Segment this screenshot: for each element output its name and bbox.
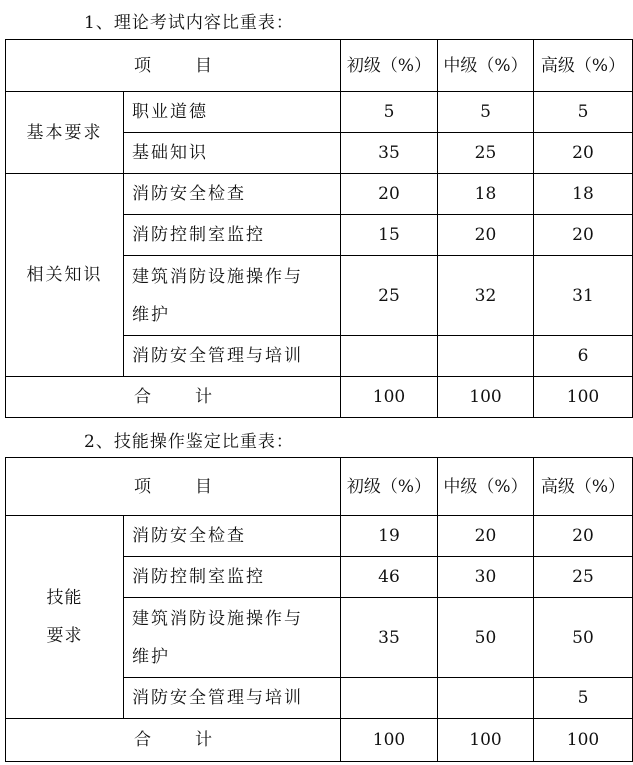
cell-intermediate: 30 bbox=[438, 557, 534, 598]
header-intermediate: 中级（%） bbox=[438, 458, 534, 516]
cell-junior: 35 bbox=[341, 133, 438, 174]
cell-junior bbox=[341, 336, 438, 377]
row-item-line1: 建筑消防设施操作与 bbox=[132, 266, 303, 287]
header-senior: 高级（%） bbox=[534, 40, 633, 92]
cell-senior: 5 bbox=[534, 92, 633, 133]
theory-weight-table bbox=[5, 39, 633, 418]
header-item-char-a: 项 bbox=[134, 476, 151, 497]
table-row bbox=[6, 92, 633, 133]
row-item: 基础知识 bbox=[124, 133, 341, 174]
header-item-char-b: 目 bbox=[195, 55, 212, 76]
cell-senior: 25 bbox=[534, 557, 633, 598]
group-skill-requirements bbox=[6, 516, 124, 719]
row-item: 消防控制室监控 bbox=[124, 557, 341, 598]
cell-junior: 46 bbox=[341, 557, 438, 598]
cell-intermediate: 5 bbox=[438, 92, 534, 133]
header-intermediate: 中级（%） bbox=[438, 40, 534, 92]
cell-junior: 35 bbox=[341, 598, 438, 678]
cell-senior: 18 bbox=[534, 174, 633, 215]
row-item: 消防控制室监控 bbox=[124, 215, 341, 256]
cell-junior: 15 bbox=[341, 215, 438, 256]
cell-intermediate: 20 bbox=[438, 215, 534, 256]
table-row bbox=[6, 174, 633, 215]
cell-senior: 20 bbox=[534, 516, 633, 557]
table-header-row bbox=[6, 458, 633, 516]
total-label-char-a: 合 bbox=[134, 387, 151, 407]
header-item bbox=[6, 40, 341, 92]
row-item-line1: 建筑消防设施操作与 bbox=[132, 608, 303, 629]
row-item-line2: 维护 bbox=[132, 646, 170, 667]
row-item-line2: 维护 bbox=[132, 304, 170, 325]
header-senior: 高级（%） bbox=[534, 458, 633, 516]
total-intermediate: 100 bbox=[438, 377, 534, 418]
row-item: 消防安全检查 bbox=[124, 516, 341, 557]
header-item-char-a: 项 bbox=[134, 55, 151, 76]
row-item: 消防安全检查 bbox=[124, 174, 341, 215]
header-junior: 初级（%） bbox=[341, 40, 438, 92]
row-item: 消防安全管理与培训 bbox=[124, 336, 341, 377]
group-skill-line1: 技能 bbox=[46, 588, 83, 608]
total-junior: 100 bbox=[341, 377, 438, 418]
cell-intermediate: 18 bbox=[438, 174, 534, 215]
group-skill-line2: 要求 bbox=[46, 626, 83, 646]
header-junior: 初级（%） bbox=[341, 458, 438, 516]
cell-junior bbox=[341, 678, 438, 719]
cell-intermediate: 50 bbox=[438, 598, 534, 678]
total-row bbox=[6, 719, 633, 762]
cell-senior: 50 bbox=[534, 598, 633, 678]
cell-intermediate bbox=[438, 678, 534, 719]
total-label-char-a: 合 bbox=[134, 730, 151, 750]
group-related-knowledge: 相关知识 bbox=[6, 174, 124, 377]
cell-senior: 20 bbox=[534, 215, 633, 256]
row-item: 职业道德 bbox=[124, 92, 341, 133]
row-item bbox=[124, 598, 341, 678]
total-row bbox=[6, 377, 633, 418]
cell-senior: 31 bbox=[534, 256, 633, 336]
group-basic-requirements: 基本要求 bbox=[6, 92, 124, 174]
total-intermediate: 100 bbox=[438, 719, 534, 762]
cell-intermediate: 20 bbox=[438, 516, 534, 557]
cell-intermediate bbox=[438, 336, 534, 377]
total-senior: 100 bbox=[534, 719, 633, 762]
total-senior: 100 bbox=[534, 377, 633, 418]
header-item-char-b: 目 bbox=[195, 476, 212, 497]
cell-intermediate: 32 bbox=[438, 256, 534, 336]
total-label bbox=[6, 719, 341, 762]
total-label-char-b: 计 bbox=[195, 387, 212, 407]
table-header-row bbox=[6, 40, 633, 92]
total-junior: 100 bbox=[341, 719, 438, 762]
cell-junior: 20 bbox=[341, 174, 438, 215]
cell-senior: 5 bbox=[534, 678, 633, 719]
theory-table-title: 1、理论考试内容比重表： bbox=[84, 13, 294, 33]
skill-table-title: 2、技能操作鉴定比重表： bbox=[84, 432, 294, 452]
table-row bbox=[6, 516, 633, 557]
header-item bbox=[6, 458, 341, 516]
total-label-char-b: 计 bbox=[195, 730, 212, 750]
cell-senior: 20 bbox=[534, 133, 633, 174]
row-item bbox=[124, 256, 341, 336]
cell-junior: 5 bbox=[341, 92, 438, 133]
row-item: 消防安全管理与培训 bbox=[124, 678, 341, 719]
cell-junior: 25 bbox=[341, 256, 438, 336]
cell-senior: 6 bbox=[534, 336, 633, 377]
cell-junior: 19 bbox=[341, 516, 438, 557]
cell-intermediate: 25 bbox=[438, 133, 534, 174]
skill-weight-table bbox=[5, 457, 633, 762]
total-label bbox=[6, 377, 341, 418]
